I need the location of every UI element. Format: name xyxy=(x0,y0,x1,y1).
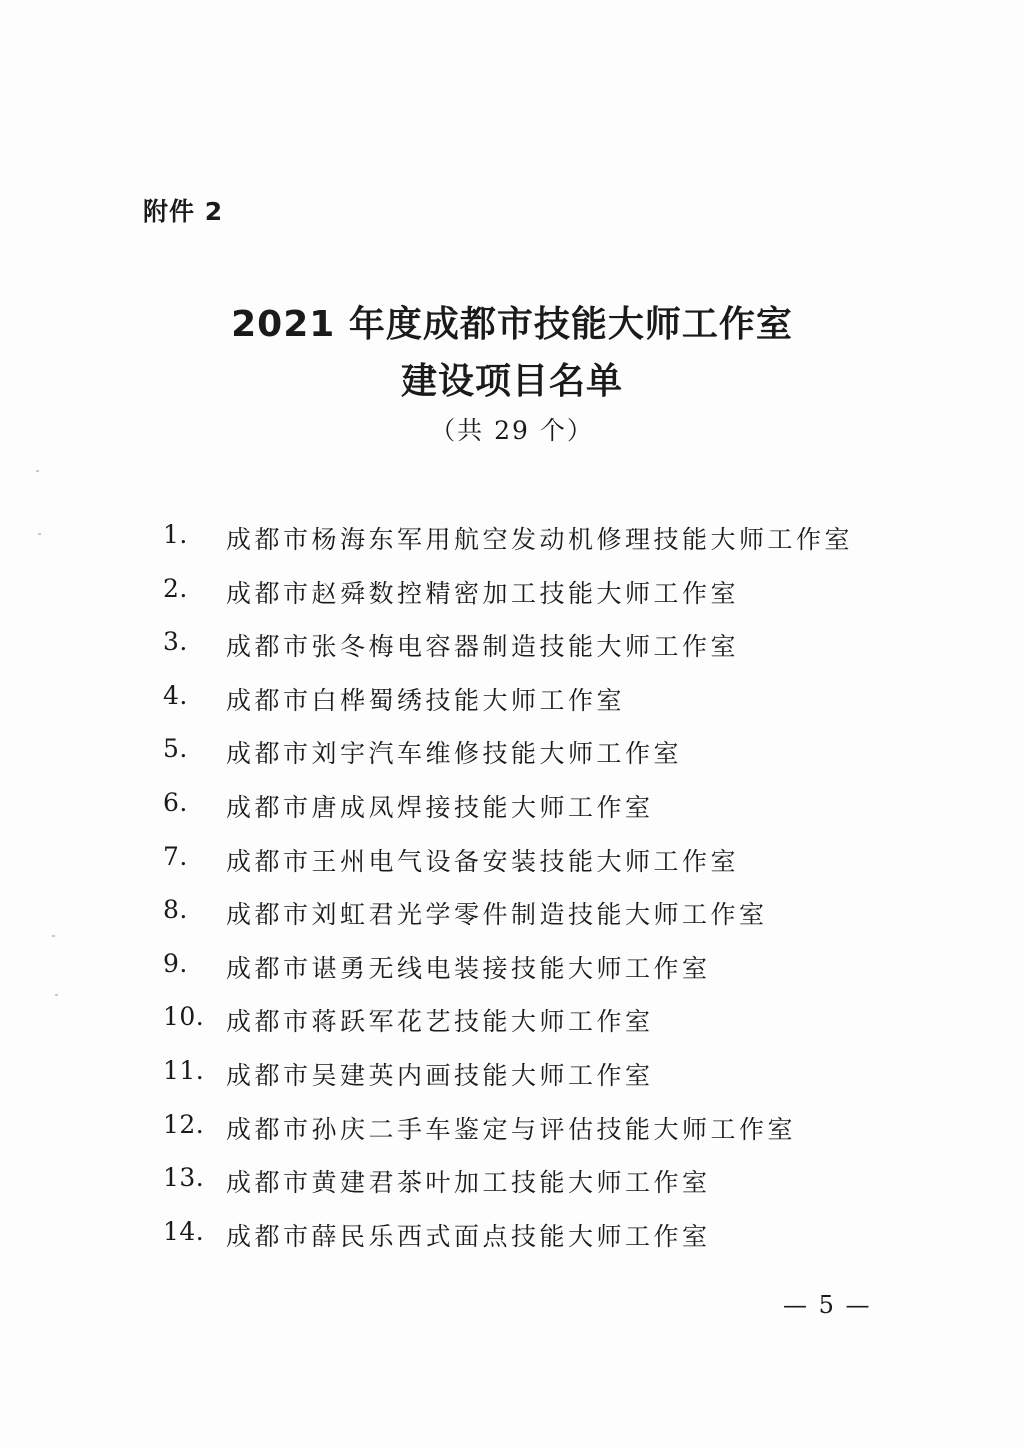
list-item xyxy=(0,566,1024,620)
item-name: 成都市薛民乐西式面点技能大师工作室 xyxy=(226,1221,711,1251)
item-name: 成都市唐成凤焊接技能大师工作室 xyxy=(226,792,654,822)
item-name: 成都市刘虹君光学零件制造技能大师工作室 xyxy=(226,900,768,930)
item-number: 2. xyxy=(163,573,188,603)
item-number: 12. xyxy=(163,1109,205,1139)
item-number: 5. xyxy=(163,734,188,764)
item-number: 3. xyxy=(163,627,188,657)
item-name: 成都市吴建英内画技能大师工作室 xyxy=(226,1060,654,1090)
list-item xyxy=(0,1102,1024,1156)
item-number: 14. xyxy=(163,1216,205,1246)
list-item xyxy=(0,619,1024,673)
item-number: 7. xyxy=(163,841,188,871)
workshop-list xyxy=(0,512,1024,1262)
item-name: 成都市白桦蜀绣技能大师工作室 xyxy=(226,685,626,715)
item-number: 6. xyxy=(163,787,188,817)
item-name: 成都市赵舜数控精密加工技能大师工作室 xyxy=(226,578,740,608)
item-number: 1. xyxy=(163,520,188,549)
list-item xyxy=(0,1209,1024,1263)
item-name: 成都市张冬梅电容器制造技能大师工作室 xyxy=(226,632,740,662)
item-name: 成都市蒋跃军花艺技能大师工作室 xyxy=(226,1007,654,1037)
item-name: 成都市王州电气设备安装技能大师工作室 xyxy=(226,846,740,876)
document-subtitle: （共 29 个） xyxy=(430,416,594,445)
item-name: 成都市黄建君茶叶加工技能大师工作室 xyxy=(226,1168,711,1198)
scan-speck xyxy=(52,935,55,937)
list-item xyxy=(0,1155,1024,1209)
list-item xyxy=(0,887,1024,941)
scan-speck xyxy=(55,994,58,996)
item-number: 10. xyxy=(163,1002,205,1032)
item-name: 成都市刘宇汽车维修技能大师工作室 xyxy=(226,739,683,769)
item-name: 成都市孙庆二手车鉴定与评估技能大师工作室 xyxy=(226,1114,797,1144)
item-number: 13. xyxy=(163,1163,205,1193)
list-item xyxy=(0,780,1024,834)
list-item xyxy=(0,726,1024,780)
document-title-line2: 建设项目名单 xyxy=(400,361,623,402)
item-number: 11. xyxy=(163,1055,205,1085)
document-title-line1: 2021 年度成都市技能大师工作室 xyxy=(231,304,793,345)
scan-speck xyxy=(38,533,41,535)
list-item xyxy=(0,834,1024,888)
item-name: 成都市杨海东军用航空发动机修理技能大师工作室 xyxy=(226,525,854,554)
list-item xyxy=(0,941,1024,995)
attachment-label: 附件 2 xyxy=(143,197,224,226)
list-item xyxy=(0,994,1024,1048)
item-number: 8. xyxy=(163,895,188,925)
list-item xyxy=(0,1048,1024,1102)
item-name: 成都市谌勇无线电装接技能大师工作室 xyxy=(226,953,711,983)
scan-speck xyxy=(36,470,39,472)
page-number-text: — 5 — xyxy=(783,1291,872,1319)
list-item xyxy=(0,673,1024,727)
list-item xyxy=(0,512,1024,566)
item-number: 9. xyxy=(163,948,188,978)
item-number: 4. xyxy=(163,680,188,710)
